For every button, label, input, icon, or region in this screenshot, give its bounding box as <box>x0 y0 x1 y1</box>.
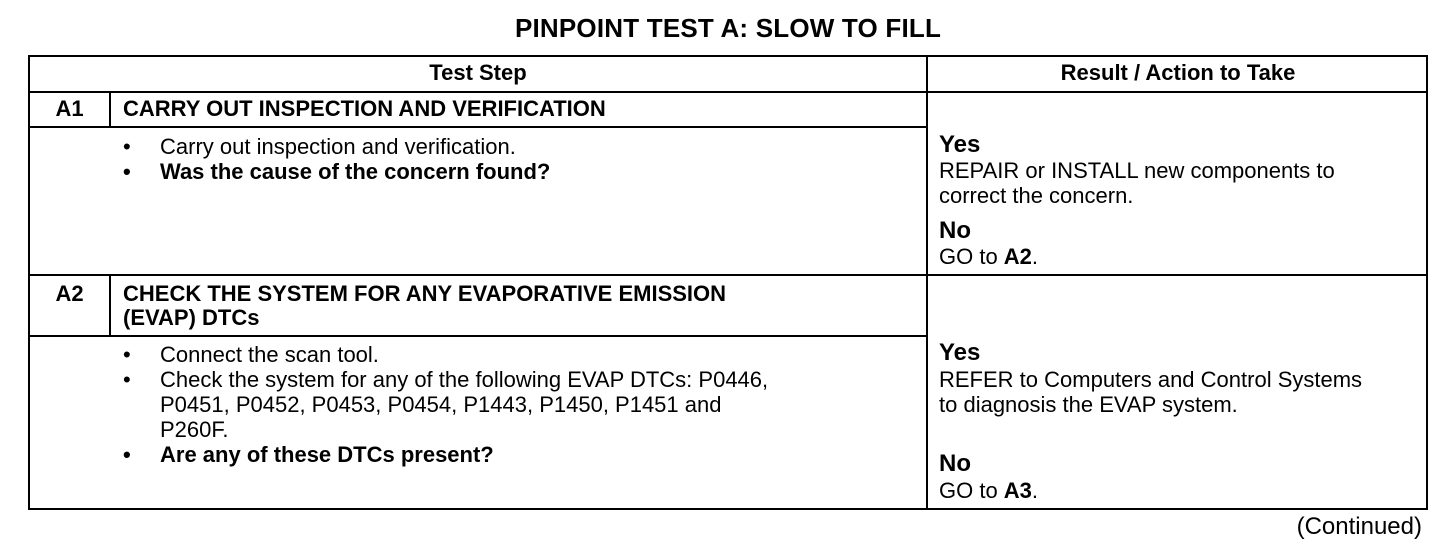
yes-action-a1-line1: REPAIR or INSTALL new components to <box>939 158 1335 183</box>
step-heading-a2-line2: (EVAP) DTCs <box>123 305 260 330</box>
no-action-prefix: GO to <box>939 478 1004 503</box>
a2-id-divider <box>109 275 111 336</box>
a2-heading-divider <box>28 335 927 337</box>
yes-action-a2-line2: to diagnosis the EVAP system. <box>939 392 1238 417</box>
header-test-step: Test Step <box>429 60 527 85</box>
no-action-a1 <box>939 244 1038 269</box>
a1-heading-divider <box>28 126 927 128</box>
list-item-line: Check the system for any of the following EVAP DTCs: P0446, <box>160 367 769 392</box>
list-item: • Carry out inspection and verification. <box>120 134 550 159</box>
list-item: • Are any of these DTCs present? <box>120 442 768 467</box>
yes-label-a2: Yes <box>939 339 981 366</box>
list-item-line: P260F. <box>160 417 229 442</box>
list-item: • Was the cause of the concern found? <box>120 159 550 184</box>
list-item-line: P0451, P0452, P0453, P0454, P1443, P1450, P1451 and <box>160 392 722 417</box>
yes-action-a1-line2: correct the concern. <box>939 183 1134 208</box>
list-item <box>120 367 768 442</box>
no-action-suffix: . <box>1031 478 1039 503</box>
list-item: • Connect the scan tool. <box>120 342 768 367</box>
no-action-prefix: GO to <box>939 244 1004 269</box>
continued-note: (Continued) <box>1296 513 1422 540</box>
a1-id-divider <box>109 92 111 127</box>
header-result-action: Result / Action to Take <box>1060 60 1296 85</box>
no-label-a2: No <box>939 450 971 477</box>
no-action-a2 <box>939 478 1038 503</box>
row-divider <box>28 274 1428 276</box>
header-divider <box>28 91 1428 93</box>
goto-step-link[interactable]: A2 <box>1003 244 1032 269</box>
step-id-a2: A2 <box>55 281 84 306</box>
step-id-a1: A1 <box>55 96 84 121</box>
column-divider <box>926 55 928 510</box>
step-heading-a1: CARRY OUT INSPECTION AND VERIFICATION <box>123 96 606 121</box>
step-heading-a2-line1: CHECK THE SYSTEM FOR ANY EVAPORATIVE EMISSION <box>123 281 727 306</box>
goto-step-link[interactable]: A3 <box>1003 478 1032 503</box>
yes-label-a1: Yes <box>939 131 981 158</box>
yes-action-a2-line1: REFER to Computers and Control Systems <box>939 367 1363 392</box>
no-label-a1: No <box>939 217 971 244</box>
step-bullets-a2 <box>120 342 768 467</box>
step-bullets-a1 <box>120 134 550 184</box>
page-title: PINPOINT TEST A: SLOW TO FILL <box>514 13 942 43</box>
no-action-suffix: . <box>1031 244 1039 269</box>
